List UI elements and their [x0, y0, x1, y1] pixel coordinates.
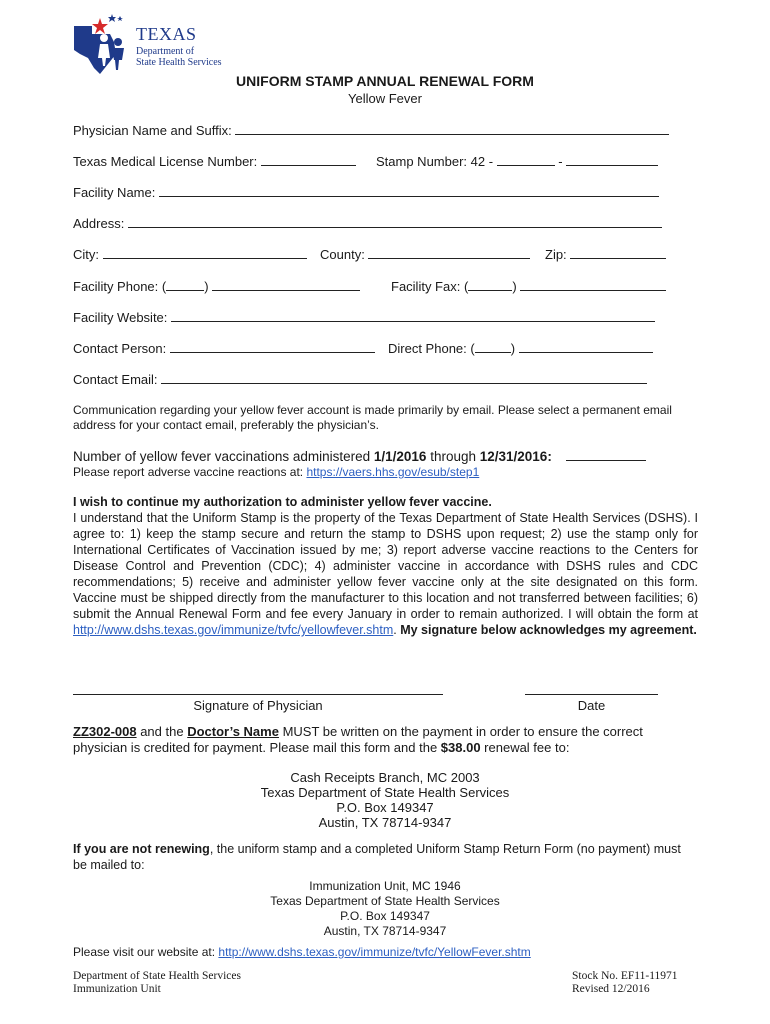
logo-subtitle: Department of State Health Services — [136, 46, 222, 68]
vaccinations-count-field[interactable] — [566, 450, 646, 461]
footer-right: Stock No. EF11-11971 Revised 12/2016 — [572, 970, 678, 995]
form-subtitle: Yellow Fever — [348, 91, 422, 106]
contact-email-row: Contact Email: — [73, 372, 647, 387]
agreement-closing: My signature below acknowledges my agreement. — [400, 623, 697, 637]
address-field[interactable] — [128, 217, 662, 228]
dshs-logo — [70, 12, 230, 76]
date-label: Date — [577, 698, 606, 713]
address-row: Address: — [73, 216, 662, 231]
city-field[interactable] — [103, 248, 307, 259]
zip-field[interactable] — [570, 248, 666, 259]
contact-person-row: Contact Person: — [73, 341, 375, 356]
contact-person-field[interactable] — [170, 342, 375, 353]
email-note: Communication regarding your yellow fever account is made primarily by email. Please select a permanent email address for your contact email, preferably the physician’s. — [73, 403, 672, 432]
county-row: County: — [320, 247, 530, 262]
facility-phone-field[interactable] — [212, 280, 360, 291]
payment-address: Cash Receipts Branch, MC 2003 Texas Department of State Health Services P.O. Box 149347 Austin, TX 78714-9347 — [260, 770, 510, 830]
logo-texas-text: TEXAS — [136, 24, 197, 44]
return-address: Immunization Unit, MC 1946 Texas Department of State Health Services P.O. Box 149347 Austin, TX 78714-9347 — [270, 879, 500, 938]
stamp-number-field-1[interactable] — [497, 155, 555, 166]
form-title: UNIFORM STAMP ANNUAL RENEWAL FORM — [236, 73, 534, 89]
vaers-link[interactable]: https://vaers.hhs.gov/esub/step1 — [306, 465, 480, 479]
footer-left: Department of State Health Services Immunization Unit — [73, 970, 241, 995]
facility-name-row: Facility Name: — [73, 185, 659, 200]
website-link[interactable]: http://www.dshs.texas.gov/immunize/tvfc/YellowFever.shtm — [218, 945, 531, 959]
direct-phone-area-field[interactable] — [475, 342, 511, 353]
facility-fax-field[interactable] — [520, 280, 666, 291]
payment-instructions: ZZ302-008 and the Doctor’s Name MUST be written on the payment in order to ensure the correct physician is credited for payment. Please mail this form and the $38.00 renewal fee to: — [73, 724, 643, 755]
signature-label: Signature of Physician — [193, 698, 323, 713]
not-renewing-note: If you are not renewing, the uniform stamp and a completed Uniform Stamp Return Form (no payment) must be mailed to: — [73, 842, 681, 872]
agreement-heading: I wish to continue my authorization to administer yellow fever vaccine. — [73, 495, 492, 509]
license-row: Texas Medical License Number: — [73, 154, 356, 169]
contact-email-field[interactable] — [161, 373, 647, 384]
facility-phone-row: Facility Phone: ( ) — [73, 279, 360, 294]
agreement-section: I wish to continue my authorization to administer yellow fever vaccine. I understand that the Uniform Stamp is the property of the Texas Department of State Health Services (DSHS). I agree to: 1) keep the stamp secure and return the stamp to DSHS upon request; 2) use the stamp only for International Certificates of Vaccination issued by me; 3) report adverse vaccine reactions to the Centers for Disease Control and Prevention (CDC); 4) administer vaccine in accordance with DSHS rules and CDC recommendations; 5) receive and administer yellow fever vaccine only at the site designated on this form. Vaccine must be shipped directly from the manufacturer to this location and not transferred between facilities; 6) submit the Annual Renewal Form and fee every January in order to remain authorized. I will obtain the form at http://www.dshs.texas.gov/immunize/tvfc/yellowfever.shtm. My signature below acknowledges my agreement. — [73, 495, 698, 637]
stamp-number-row: Stamp Number: 42 - - — [376, 154, 658, 169]
facility-name-field[interactable] — [159, 186, 659, 197]
facility-website-row: Facility Website: — [73, 310, 655, 325]
facility-phone-area-field[interactable] — [166, 280, 204, 291]
city-row: City: — [73, 247, 307, 262]
vaccinations-row: Number of yellow fever vaccinations administered 1/1/2016 through 12/31/2016: — [73, 449, 646, 464]
facility-fax-area-field[interactable] — [468, 280, 512, 291]
physician-name-row: Physician Name and Suffix: — [73, 123, 669, 138]
yellowfever-form-link[interactable]: http://www.dshs.texas.gov/immunize/tvfc/yellowfever.shtm — [73, 623, 394, 637]
report-row: Please report adverse vaccine reactions at: https://vaers.hhs.gov/esub/step1 — [73, 465, 480, 479]
date-line[interactable] — [525, 694, 658, 695]
license-number-field[interactable] — [261, 155, 356, 166]
facility-fax-row: Facility Fax: ( ) — [391, 279, 666, 294]
direct-phone-field[interactable] — [519, 342, 653, 353]
physician-name-field[interactable] — [235, 124, 669, 135]
signature-line[interactable] — [73, 694, 443, 695]
texas-state-logo-icon — [70, 12, 136, 76]
website-row: Please visit our website at: http://www.dshs.texas.gov/immunize/tvfc/YellowFever.shtm — [73, 945, 531, 959]
facility-website-field[interactable] — [171, 311, 655, 322]
county-field[interactable] — [368, 248, 530, 259]
zip-row: Zip: — [545, 247, 666, 262]
direct-phone-row: Direct Phone: ( ) — [388, 341, 653, 356]
stamp-number-field-2[interactable] — [566, 155, 658, 166]
agreement-body: I understand that the Uniform Stamp is the property of the Texas Department of State Health Services (DSHS). I agree to: 1) keep the stamp secure and return the stamp to DSHS upon request; 2) use the stamp only for International Certificates of Vaccination issued by me; 3) report adverse vaccine reactions to the Centers for Disease Control and Prevention (CDC); 4) administer vaccine in accordance with DSHS rules and CDC recommendations; 5) receive and administer yellow fever vaccine only at the site designated on this form. Vaccine must be shipped directly from the manufacturer to this location and not transferred between facilities; 6) submit the Annual Renewal Form and fee every January in order to remain authorized. I will obtain the form at — [73, 511, 698, 621]
